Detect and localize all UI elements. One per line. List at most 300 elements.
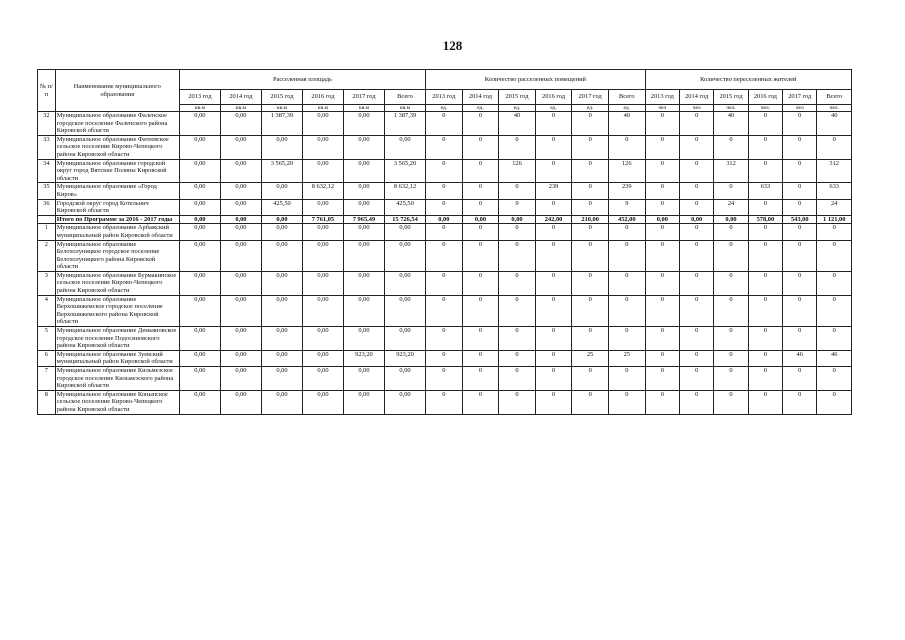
- cell-rooms: 0: [572, 183, 609, 199]
- cell-people: 0: [679, 240, 713, 271]
- cell-area: 7 761,05: [302, 215, 343, 224]
- cell-area: 0,00: [179, 327, 220, 351]
- row-municipality-name: Муниципальное образование Демьяновское городское поселение Подосиновского района Кировской области: [55, 327, 179, 351]
- cell-people: 0: [645, 112, 679, 136]
- cell-area: 0,00: [343, 183, 384, 199]
- cell-people: 0: [748, 112, 782, 136]
- cell-rooms: 0,00: [499, 215, 536, 224]
- header-group-rooms: Количество расселенных помещений: [426, 70, 646, 90]
- cell-people: 0: [817, 135, 852, 159]
- header-unit: кв.м: [343, 105, 384, 112]
- cell-people: 0: [783, 240, 817, 271]
- row-number: 4: [38, 295, 56, 326]
- cell-area: 8 632,12: [384, 183, 425, 199]
- cell-area: 0,00: [220, 295, 261, 326]
- header-group-area: Расселенная площадь: [179, 70, 425, 90]
- table-row: [38, 112, 852, 136]
- cell-area: 0,00: [302, 159, 343, 183]
- cell-people: 312: [817, 159, 852, 183]
- header-group-people: Количество переселенных жителей: [645, 70, 851, 90]
- cell-area: 0,00: [343, 199, 384, 215]
- cell-rooms: 0: [572, 224, 609, 240]
- cell-people: 633: [748, 183, 782, 199]
- cell-area: 0,00: [302, 135, 343, 159]
- cell-rooms: 0: [499, 295, 536, 326]
- cell-people: 24: [817, 199, 852, 215]
- row-municipality-name: Городской округ город Котельнич Кировской области: [55, 199, 179, 215]
- header-unit: чел.: [748, 105, 782, 112]
- header-unit: чел: [783, 105, 817, 112]
- table-row: [38, 390, 852, 414]
- cell-rooms: 25: [572, 350, 609, 366]
- cell-rooms: 0: [535, 159, 572, 183]
- page-number: 128: [442, 38, 463, 53]
- resettlement-table: [37, 69, 852, 415]
- cell-rooms: 0: [426, 350, 463, 366]
- cell-people: 40: [714, 112, 748, 136]
- cell-rooms: 0: [608, 271, 645, 295]
- cell-area: 0,00: [220, 390, 261, 414]
- row-number: 36: [38, 199, 56, 215]
- cell-area: 3 565,20: [261, 159, 302, 183]
- cell-area: 0,00: [261, 240, 302, 271]
- cell-people: 0: [645, 159, 679, 183]
- table-row: [38, 183, 852, 199]
- cell-area: 0,00: [220, 327, 261, 351]
- cell-area: 0,00: [220, 224, 261, 240]
- row-municipality-name: Муниципальное образование «Город Киров»: [55, 183, 179, 199]
- cell-rooms: 0: [499, 367, 536, 391]
- cell-people: 0,00: [714, 215, 748, 224]
- cell-people: 0: [645, 367, 679, 391]
- cell-rooms: 0: [572, 390, 609, 414]
- cell-area: 0,00: [343, 159, 384, 183]
- row-municipality-name: Муниципальное образование городской округ город Вятские Поляны Кировской области: [55, 159, 179, 183]
- cell-people: 0: [679, 390, 713, 414]
- cell-rooms: 0: [499, 390, 536, 414]
- header-unit: ед.: [426, 105, 463, 112]
- cell-people: 0: [748, 199, 782, 215]
- header-unit: ед.: [535, 105, 572, 112]
- row-number: 6: [38, 350, 56, 366]
- cell-people: 1 121,00: [817, 215, 852, 224]
- cell-area: 0,00: [261, 295, 302, 326]
- cell-area: 1 387,39: [384, 112, 425, 136]
- cell-rooms: 0: [499, 135, 536, 159]
- cell-rooms: 126: [499, 159, 536, 183]
- cell-area: 0,00: [179, 159, 220, 183]
- cell-rooms: 0: [572, 112, 609, 136]
- cell-rooms: 0: [608, 240, 645, 271]
- cell-area: 0,00: [179, 240, 220, 271]
- cell-area: 0,00: [261, 224, 302, 240]
- cell-rooms: 452,00: [608, 215, 645, 224]
- cell-people: 0: [679, 295, 713, 326]
- cell-rooms: 0: [426, 367, 463, 391]
- cell-rooms: 0: [499, 271, 536, 295]
- cell-people: 0: [783, 199, 817, 215]
- cell-people: 46: [817, 350, 852, 366]
- cell-area: 0,00: [384, 327, 425, 351]
- cell-area: 0,00: [220, 199, 261, 215]
- cell-rooms: 0: [499, 224, 536, 240]
- cell-area: 15 726,54: [384, 215, 425, 224]
- header-year: Всего: [384, 90, 425, 105]
- cell-rooms: 0: [608, 224, 645, 240]
- header-year: 2017 год: [343, 90, 384, 105]
- resettlement-table-container: [37, 69, 852, 415]
- cell-rooms: 242,00: [535, 215, 572, 224]
- cell-rooms: 0: [426, 159, 463, 183]
- cell-rooms: 0: [535, 240, 572, 271]
- cell-area: 0,00: [302, 240, 343, 271]
- cell-area: 0,00: [343, 112, 384, 136]
- row-number: 8: [38, 390, 56, 414]
- cell-area: 0,00: [261, 183, 302, 199]
- cell-area: 0,00: [220, 183, 261, 199]
- cell-area: 0,00: [343, 295, 384, 326]
- cell-people: 0: [783, 159, 817, 183]
- cell-rooms: 0: [608, 390, 645, 414]
- header-year: 2014 год: [679, 90, 713, 105]
- header-unit: чел: [679, 105, 713, 112]
- cell-area: 0,00: [220, 112, 261, 136]
- cell-people: 0: [714, 135, 748, 159]
- cell-area: 0,00: [179, 390, 220, 414]
- cell-rooms: 0: [426, 327, 463, 351]
- cell-people: 0: [748, 224, 782, 240]
- cell-area: 0,00: [343, 240, 384, 271]
- cell-rooms: 0: [572, 327, 609, 351]
- cell-area: 0,00: [343, 271, 384, 295]
- table-total-row: [38, 215, 852, 224]
- cell-rooms: 0: [462, 390, 499, 414]
- cell-rooms: 239: [535, 183, 572, 199]
- cell-rooms: 0: [462, 224, 499, 240]
- cell-rooms: 40: [608, 112, 645, 136]
- cell-people: 0: [714, 295, 748, 326]
- cell-rooms: 0: [462, 271, 499, 295]
- cell-people: 0: [748, 327, 782, 351]
- cell-people: 0: [817, 327, 852, 351]
- cell-people: 0: [714, 350, 748, 366]
- row-number: 1: [38, 224, 56, 240]
- cell-rooms: 25: [608, 350, 645, 366]
- cell-people: 0: [817, 240, 852, 271]
- cell-rooms: 0: [535, 112, 572, 136]
- row-municipality-name: Муниципальное образование Фаленское городское поселение Фаленского района Кировской области: [55, 112, 179, 136]
- row-number: [38, 215, 56, 224]
- cell-rooms: 0: [426, 390, 463, 414]
- cell-rooms: 0: [535, 390, 572, 414]
- cell-area: 425,50: [261, 199, 302, 215]
- cell-area: 3 565,20: [384, 159, 425, 183]
- row-municipality-name: Муниципальное образование Верхошижемское городское поселение Верхошижемского района Кировской области: [55, 295, 179, 326]
- cell-rooms: 0: [572, 367, 609, 391]
- cell-rooms: 0: [535, 135, 572, 159]
- cell-area: 0,00: [261, 135, 302, 159]
- cell-area: 0,00: [302, 390, 343, 414]
- row-municipality-name: Муниципальное образование Бурмакинское сельское поселение Кирово-Чепецкого района Кировской области: [55, 271, 179, 295]
- header-unit: чел: [645, 105, 679, 112]
- cell-people: 0: [679, 112, 713, 136]
- cell-area: 0,00: [302, 271, 343, 295]
- cell-area: 923,20: [343, 350, 384, 366]
- cell-people: 0: [783, 183, 817, 199]
- cell-people: 0: [645, 135, 679, 159]
- table-row: [38, 271, 852, 295]
- cell-area: 0,00: [261, 367, 302, 391]
- cell-rooms: 0: [462, 327, 499, 351]
- cell-area: 0,00: [302, 199, 343, 215]
- row-number: 2: [38, 240, 56, 271]
- header-year: 2013 год: [426, 90, 463, 105]
- table-row: [38, 350, 852, 366]
- cell-area: 0,00: [220, 271, 261, 295]
- cell-rooms: 0: [608, 327, 645, 351]
- row-municipality-name: Муниципальное образование Арбажский муниципальный район Кировской области: [55, 224, 179, 240]
- cell-area: 0,00: [343, 135, 384, 159]
- table-row: [38, 159, 852, 183]
- header-municipality: Наименование муниципального образования: [55, 70, 179, 112]
- table-row: [38, 367, 852, 391]
- cell-people: 0: [783, 112, 817, 136]
- cell-people: 0: [748, 240, 782, 271]
- cell-people: 0: [817, 271, 852, 295]
- cell-people: 0: [714, 224, 748, 240]
- row-number: 5: [38, 327, 56, 351]
- row-number: 32: [38, 112, 56, 136]
- header-unit: кв.м: [384, 105, 425, 112]
- cell-rooms: 0: [535, 295, 572, 326]
- cell-rooms: 0: [462, 367, 499, 391]
- cell-area: 0,00: [261, 390, 302, 414]
- row-municipality-name: Муниципальное образование Коныпское сельское поселение Кирово-Чепецкого района Кировской области: [55, 390, 179, 414]
- cell-rooms: 0: [572, 135, 609, 159]
- cell-people: 633: [817, 183, 852, 199]
- cell-people: 0: [783, 367, 817, 391]
- cell-rooms: 9: [608, 199, 645, 215]
- cell-area: 0,00: [220, 135, 261, 159]
- cell-rooms: 0: [572, 271, 609, 295]
- cell-area: 0,00: [179, 183, 220, 199]
- cell-people: 0,00: [645, 215, 679, 224]
- header-unit: ед.: [608, 105, 645, 112]
- row-municipality-name: Итого по Программе за 2016 - 2017 годы: [55, 215, 179, 224]
- cell-area: 425,50: [384, 199, 425, 215]
- header-year: 2017 год: [783, 90, 817, 105]
- cell-area: 0,00: [384, 271, 425, 295]
- header-year: 2014 год: [462, 90, 499, 105]
- header-year: 2016 год: [535, 90, 572, 105]
- row-municipality-name: Муниципальное образование Кильмезское городское поселение Кильмезского района Кировской области: [55, 367, 179, 391]
- header-unit: кв.м: [261, 105, 302, 112]
- cell-people: 40: [817, 112, 852, 136]
- row-number: 3: [38, 271, 56, 295]
- cell-people: 0: [817, 224, 852, 240]
- header-unit: кв.м: [179, 105, 220, 112]
- cell-area: 0,00: [179, 135, 220, 159]
- cell-people: 0: [679, 367, 713, 391]
- row-municipality-name: Муниципальное образование Зуевский муниципальный район Кировской области: [55, 350, 179, 366]
- cell-area: 1 387,39: [261, 112, 302, 136]
- table-row: [38, 327, 852, 351]
- cell-rooms: 0: [426, 183, 463, 199]
- row-number: 33: [38, 135, 56, 159]
- cell-people: 0: [679, 271, 713, 295]
- table-row: [38, 199, 852, 215]
- cell-people: 312: [714, 159, 748, 183]
- cell-people: 0: [748, 135, 782, 159]
- cell-people: 0: [679, 199, 713, 215]
- table-row: [38, 295, 852, 326]
- table-row: [38, 240, 852, 271]
- header-year: 2015 год: [499, 90, 536, 105]
- row-municipality-name: Муниципальное образование Белохолуницкое городское поселение Белохолуницкого района Кировской области: [55, 240, 179, 271]
- cell-area: 0,00: [179, 224, 220, 240]
- cell-area: 0,00: [343, 224, 384, 240]
- cell-area: 0,00: [220, 350, 261, 366]
- cell-rooms: 0: [426, 112, 463, 136]
- cell-area: 0,00: [179, 112, 220, 136]
- header-unit: чел.: [817, 105, 852, 112]
- header-year: 2014 год: [220, 90, 261, 105]
- cell-people: 0: [783, 135, 817, 159]
- cell-rooms: 126: [608, 159, 645, 183]
- cell-rooms: 0: [462, 112, 499, 136]
- cell-people: 0: [714, 367, 748, 391]
- cell-rooms: 0: [572, 199, 609, 215]
- header-year: 2013 год: [179, 90, 220, 105]
- cell-area: 923,20: [384, 350, 425, 366]
- cell-rooms: 0: [499, 327, 536, 351]
- cell-rooms: 0: [426, 199, 463, 215]
- cell-area: 0,00: [261, 271, 302, 295]
- cell-people: 0: [748, 159, 782, 183]
- cell-people: 578,00: [748, 215, 782, 224]
- cell-rooms: 0: [535, 350, 572, 366]
- cell-people: 0: [783, 390, 817, 414]
- cell-rooms: 0: [499, 240, 536, 271]
- cell-people: 0: [679, 224, 713, 240]
- cell-area: 0,00: [302, 295, 343, 326]
- header-unit: ед.: [462, 105, 499, 112]
- header-year: 2015 год: [714, 90, 748, 105]
- row-number: 34: [38, 159, 56, 183]
- cell-people: 0: [783, 224, 817, 240]
- cell-people: 0: [817, 295, 852, 326]
- cell-rooms: 0: [572, 159, 609, 183]
- cell-area: 0,00: [343, 390, 384, 414]
- cell-area: 0,00: [384, 295, 425, 326]
- cell-rooms: 0: [426, 240, 463, 271]
- cell-area: 0,00: [302, 112, 343, 136]
- cell-people: 0: [645, 350, 679, 366]
- cell-area: 0,00: [384, 224, 425, 240]
- cell-area: 0,00: [302, 224, 343, 240]
- cell-area: 0,00: [179, 350, 220, 366]
- cell-people: 0: [783, 327, 817, 351]
- cell-rooms: 0: [535, 271, 572, 295]
- header-number: № п/п: [38, 70, 56, 112]
- cell-rooms: 0: [608, 135, 645, 159]
- header-year: 2016 год: [748, 90, 782, 105]
- cell-rooms: 0: [608, 295, 645, 326]
- cell-rooms: 0: [572, 295, 609, 326]
- cell-rooms: 40: [499, 112, 536, 136]
- cell-people: 0: [645, 327, 679, 351]
- header-year: 2015 год: [261, 90, 302, 105]
- cell-area: 0,00: [179, 295, 220, 326]
- cell-area: 0,00: [261, 215, 302, 224]
- cell-area: 0,00: [179, 199, 220, 215]
- cell-rooms: 0: [535, 367, 572, 391]
- row-number: 7: [38, 367, 56, 391]
- cell-people: 543,00: [783, 215, 817, 224]
- cell-people: 0: [748, 271, 782, 295]
- cell-rooms: 9: [499, 199, 536, 215]
- cell-people: 0: [679, 135, 713, 159]
- cell-area: 0,00: [302, 327, 343, 351]
- cell-people: 0: [783, 295, 817, 326]
- cell-rooms: 0,00: [426, 215, 463, 224]
- header-unit: кв.м: [302, 105, 343, 112]
- header-unit: чел.: [714, 105, 748, 112]
- cell-rooms: 210,00: [572, 215, 609, 224]
- cell-area: 0,00: [179, 215, 220, 224]
- cell-rooms: 0: [426, 271, 463, 295]
- table-row: [38, 224, 852, 240]
- cell-rooms: 0: [462, 240, 499, 271]
- cell-rooms: 0: [462, 159, 499, 183]
- cell-people: 0: [817, 390, 852, 414]
- cell-people: 0: [645, 224, 679, 240]
- cell-area: 0,00: [343, 367, 384, 391]
- cell-people: 0: [679, 159, 713, 183]
- cell-area: 0,00: [220, 367, 261, 391]
- row-municipality-name: Муниципальное образование Фатеевское сельское поселение Кирово-Чепецкого района Кировской области: [55, 135, 179, 159]
- cell-rooms: 0: [499, 350, 536, 366]
- cell-area: 0,00: [261, 327, 302, 351]
- header-year: Всего: [608, 90, 645, 105]
- cell-area: 0,00: [384, 135, 425, 159]
- cell-people: 24: [714, 199, 748, 215]
- header-row-groups: [38, 70, 852, 90]
- cell-people: 0: [714, 390, 748, 414]
- cell-area: 0,00: [220, 240, 261, 271]
- cell-rooms: 0: [535, 199, 572, 215]
- cell-people: 0: [714, 327, 748, 351]
- cell-rooms: 0: [426, 135, 463, 159]
- cell-people: 0,00: [679, 215, 713, 224]
- cell-rooms: 0: [462, 295, 499, 326]
- cell-people: 0: [645, 271, 679, 295]
- cell-rooms: 0: [462, 135, 499, 159]
- cell-area: 8 632,12: [302, 183, 343, 199]
- cell-area: 0,00: [343, 327, 384, 351]
- cell-rooms: 0: [535, 327, 572, 351]
- header-year: Всего: [817, 90, 852, 105]
- cell-rooms: 0: [608, 367, 645, 391]
- cell-people: 0: [748, 295, 782, 326]
- cell-people: 0: [679, 350, 713, 366]
- header-year: 2016 год: [302, 90, 343, 105]
- cell-area: 7 965,49: [343, 215, 384, 224]
- cell-people: 0: [748, 350, 782, 366]
- cell-area: 0,00: [384, 367, 425, 391]
- cell-rooms: 0,00: [462, 215, 499, 224]
- cell-area: 0,00: [179, 367, 220, 391]
